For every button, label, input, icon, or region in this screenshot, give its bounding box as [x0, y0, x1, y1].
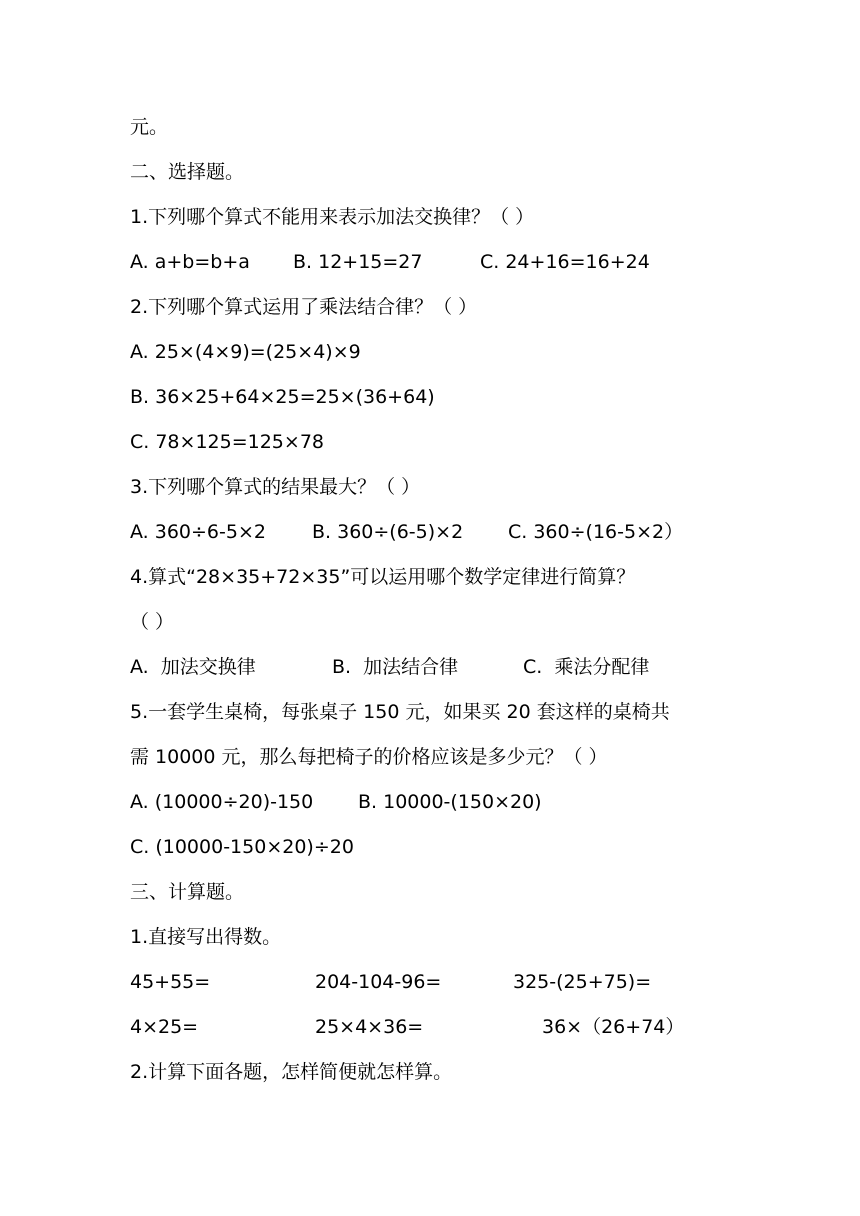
calc-item: 204-104-96=: [315, 971, 442, 993]
option-b: B. 12+15=27: [293, 251, 423, 273]
calc-item: 25×4×36=: [315, 1016, 424, 1038]
option-c: C. 78×125=125×78: [130, 431, 324, 453]
question-3: 3.下列哪个算式的结果最大？（ ）: [130, 476, 421, 498]
option-a: A. 25×(4×9)=(25×4)×9: [130, 341, 361, 363]
option-b: B. 36×25+64×25=25×(36+64): [130, 386, 435, 408]
option-b: B. 360÷(6-5)×2: [312, 521, 464, 543]
option-c: C. (10000-150×20)÷20: [130, 836, 354, 858]
text-line: 元。: [130, 116, 169, 138]
option-c: C. 乘法分配律: [523, 656, 650, 678]
question-2: 2.下列哪个算式运用了乘法结合律？（ ）: [130, 296, 478, 318]
calc-question-1: 1.直接写出得数。: [130, 926, 282, 948]
question-5-cont: 需 10000 元，那么每把椅子的价格应该是多少元？（ ）: [130, 746, 608, 768]
option-c: C. 24+16=16+24: [480, 251, 650, 273]
question-5: 5.一套学生桌椅，每张桌子 150 元，如果买 20 套这样的桌椅共: [130, 701, 670, 723]
calc-item: 4×25=: [130, 1016, 199, 1038]
option-a: A. 360÷6-5×2: [130, 521, 266, 543]
option-a: A. (10000÷20)-150: [130, 791, 314, 813]
calc-item: 45+55=: [130, 971, 211, 993]
question-1: 1.下列哪个算式不能用来表示加法交换律？（ ）: [130, 206, 535, 228]
option-b: B. 加法结合律: [332, 656, 459, 678]
calc-item: 325-(25+75)=: [513, 971, 652, 993]
option-a: A. 加法交换律: [130, 656, 256, 678]
option-b: B. 10000-(150×20): [358, 791, 542, 813]
answer-paren: （ ）: [130, 611, 175, 633]
calc-question-2: 2.计算下面各题，怎样简便就怎样算。: [130, 1061, 453, 1083]
question-4: 4.算式“28×35+72×35”可以运用哪个数学定律进行简算？: [130, 566, 636, 588]
option-c: C. 360÷(16-5×2）: [508, 521, 684, 543]
calc-item: 36×（26+74）: [542, 1016, 685, 1038]
section-heading: 二、选择题。: [130, 161, 245, 183]
section-heading: 三、计算题。: [130, 881, 245, 903]
option-a: A. a+b=b+a: [130, 251, 250, 273]
